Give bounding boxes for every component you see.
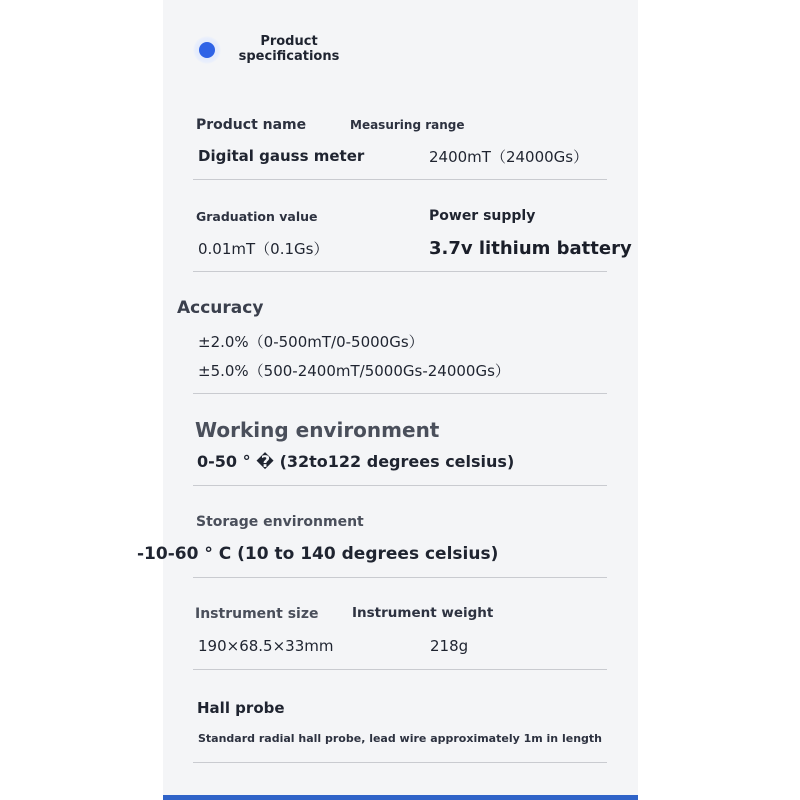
accuracy-label: Accuracy [177,298,264,318]
bullet-dot-icon [193,36,221,64]
power-supply-label: Power supply [429,208,536,224]
divider [193,669,607,670]
graduation-value-value: 0.01mT（0.1Gs） [198,240,329,258]
hall-probe-label: Hall probe [197,699,285,717]
instrument-weight-value: 218g [430,637,469,655]
accuracy-value-2: ±5.0%（500-2400mT/5000Gs-24000Gs） [198,362,510,380]
accuracy-value-1: ±2.0%（0-500mT/0-5000Gs） [198,333,424,351]
working-environment-label: Working environment [195,418,440,442]
graduation-value-label: Graduation value [196,209,318,224]
product-name-value: Digital gauss meter [198,147,365,165]
storage-environment-label: Storage environment [196,514,364,530]
divider [193,762,607,763]
section-title-line2: specifications [238,49,340,64]
divider [193,179,607,180]
product-name-label: Product name [196,117,307,133]
bottom-accent-bar [163,795,638,800]
instrument-size-value: 190×68.5×33mm [198,637,334,655]
hall-probe-value: Standard radial hall probe, lead wire approximately 1m in length [198,732,602,745]
working-environment-value: 0-50 ° � (32to122 degrees celsius) [197,452,515,471]
power-supply-value: 3.7v lithium battery [429,238,632,259]
section-title-line1: Product [260,34,318,49]
measuring-range-value: 2400mT（24000Gs） [429,148,589,166]
divider [193,393,607,394]
storage-environment-value: -10-60 ° C (10 to 140 degrees celsius) [137,544,499,564]
instrument-size-label: Instrument size [195,606,319,622]
divider [193,485,607,486]
instrument-weight-label: Instrument weight [352,605,494,621]
divider [193,577,607,578]
divider [193,271,607,272]
measuring-range-label: Measuring range [350,118,465,132]
section-title [234,34,344,64]
